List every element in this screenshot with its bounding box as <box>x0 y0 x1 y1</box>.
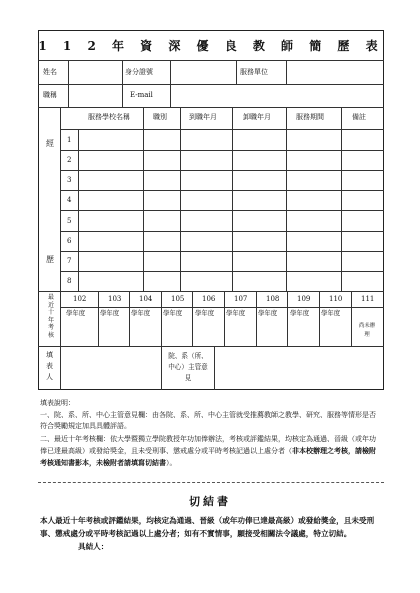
email-label: E-mail <box>130 91 153 99</box>
col-divider <box>319 291 320 346</box>
col-divider <box>143 107 144 291</box>
row-divider <box>60 190 384 191</box>
col-divider <box>180 107 181 291</box>
header-period: 服務期間 <box>296 113 324 121</box>
year-label: 110 <box>329 295 343 303</box>
row-number: 2 <box>67 156 72 164</box>
school-year-label: 學年度 <box>290 309 310 317</box>
school-year-label: 學年度 <box>163 309 183 317</box>
col-divider <box>256 291 257 346</box>
row-divider <box>60 231 384 232</box>
col-divider <box>351 291 352 346</box>
row-number: 7 <box>67 257 72 265</box>
col-divider <box>161 346 162 390</box>
header-position: 職別 <box>153 113 167 121</box>
not-yet-done-note: 尚未辦理 <box>358 323 376 338</box>
col-divider <box>68 60 69 107</box>
row-divider <box>60 129 384 130</box>
school-year-label: 學年度 <box>100 309 120 317</box>
school-year-label: 學年度 <box>195 309 215 317</box>
row-number: 1 <box>67 136 72 144</box>
school-year-label: 學年度 <box>226 309 246 317</box>
col-divider <box>122 60 123 84</box>
year-label: 107 <box>234 295 248 303</box>
signer-label: 具結人： <box>78 542 109 551</box>
cut-line <box>38 482 384 483</box>
year-label: 105 <box>171 295 185 303</box>
header-end: 卸職年月 <box>243 113 271 121</box>
row-divider <box>60 170 384 171</box>
row-number: 6 <box>67 237 72 245</box>
col-divider <box>236 60 237 84</box>
year-label: 109 <box>297 295 311 303</box>
row-number: 8 <box>67 277 72 285</box>
id-number-label: 身分證號 <box>125 68 153 76</box>
row-divider <box>60 251 384 252</box>
col-divider <box>232 107 233 291</box>
col-divider <box>170 60 171 84</box>
year-label: 108 <box>266 295 280 303</box>
header-school: 服務學校名稱 <box>88 113 130 121</box>
note-item-2: 二、最近十年考核欄：依大學暨獨立學院教授年功加俸辦法，考核或評鑑結果，均核定為通過、晉級（或年功俸已達最高級）或發給獎金，且未受刑事、懲戒處分或平時考核記過以上處分者（非本校辦理之考核，請檢附考核通知書影本，未檢附者請填寫切結書）。 <box>40 435 376 467</box>
school-year-label: 學年度 <box>321 309 341 317</box>
year-label: 103 <box>108 295 122 303</box>
row-divider <box>38 291 384 292</box>
year-label: 111 <box>361 295 375 303</box>
col-divider <box>286 107 287 291</box>
row-number: 5 <box>67 217 72 225</box>
row-divider <box>60 150 384 151</box>
col-divider <box>161 291 162 346</box>
notes-heading: 填表說明： <box>40 399 75 407</box>
col-divider <box>214 346 215 390</box>
filler-label: 填表人 <box>46 351 53 381</box>
col-divider <box>122 84 123 107</box>
school-year-label: 學年度 <box>66 309 86 317</box>
header-remarks: 備註 <box>352 113 366 121</box>
school-year-label: 學年度 <box>258 309 278 317</box>
affidavit-body: 本人最近十年考核或評鑑結果，均核定為通過、晉級（或年功俸已達最高級）或發給獎金，且未受刑事、懲戒處分或平時考核記過以上處分者；如有不實情事，願接受相關法令議處，特立切結。具結人： <box>40 516 375 551</box>
col-divider <box>224 291 225 346</box>
year-label: 102 <box>73 295 87 303</box>
form-title: 1 1 2 年 資 深 優 良 教 師 簡 歷 表 <box>38 38 384 53</box>
title-rank-label: 職稱 <box>43 91 57 99</box>
row-divider <box>38 60 384 61</box>
col-divider <box>192 291 193 346</box>
col-divider <box>286 60 287 84</box>
col-divider <box>341 107 342 291</box>
col-divider <box>78 129 79 291</box>
recent-evaluation-label: 最近十年考核 <box>47 294 54 339</box>
col-divider <box>129 291 130 346</box>
row-divider <box>38 84 384 85</box>
col-divider <box>98 291 99 346</box>
affidavit-title: 切結書 <box>189 495 231 508</box>
row-number: 4 <box>67 196 72 204</box>
row-divider <box>38 346 384 347</box>
row-number: 3 <box>67 176 72 184</box>
unit-label: 服務單位 <box>240 68 268 76</box>
experience-label-bottom: 歷 <box>46 255 54 264</box>
school-year-label: 學年度 <box>131 309 151 317</box>
name-label: 姓名 <box>43 68 57 76</box>
row-divider <box>60 210 384 211</box>
row-divider <box>60 271 384 272</box>
year-label: 106 <box>202 295 216 303</box>
col-divider <box>170 84 171 107</box>
row-divider <box>38 107 384 108</box>
experience-label-top: 經 <box>46 139 54 148</box>
header-start: 到職年月 <box>189 113 217 121</box>
year-label: 104 <box>139 295 153 303</box>
col-divider <box>60 107 61 390</box>
dept-opinion-label: 院、系（所、中心）主管意見 <box>168 352 208 382</box>
col-divider <box>287 291 288 346</box>
year-divider <box>60 307 384 308</box>
note-item-1: 一、院、系、所、中心主管意見欄：由各院、系、所、中心主管就受推薦教師之教學、研究、服務等情形是否符合獎勵規定加具具體評語。 <box>40 411 376 430</box>
